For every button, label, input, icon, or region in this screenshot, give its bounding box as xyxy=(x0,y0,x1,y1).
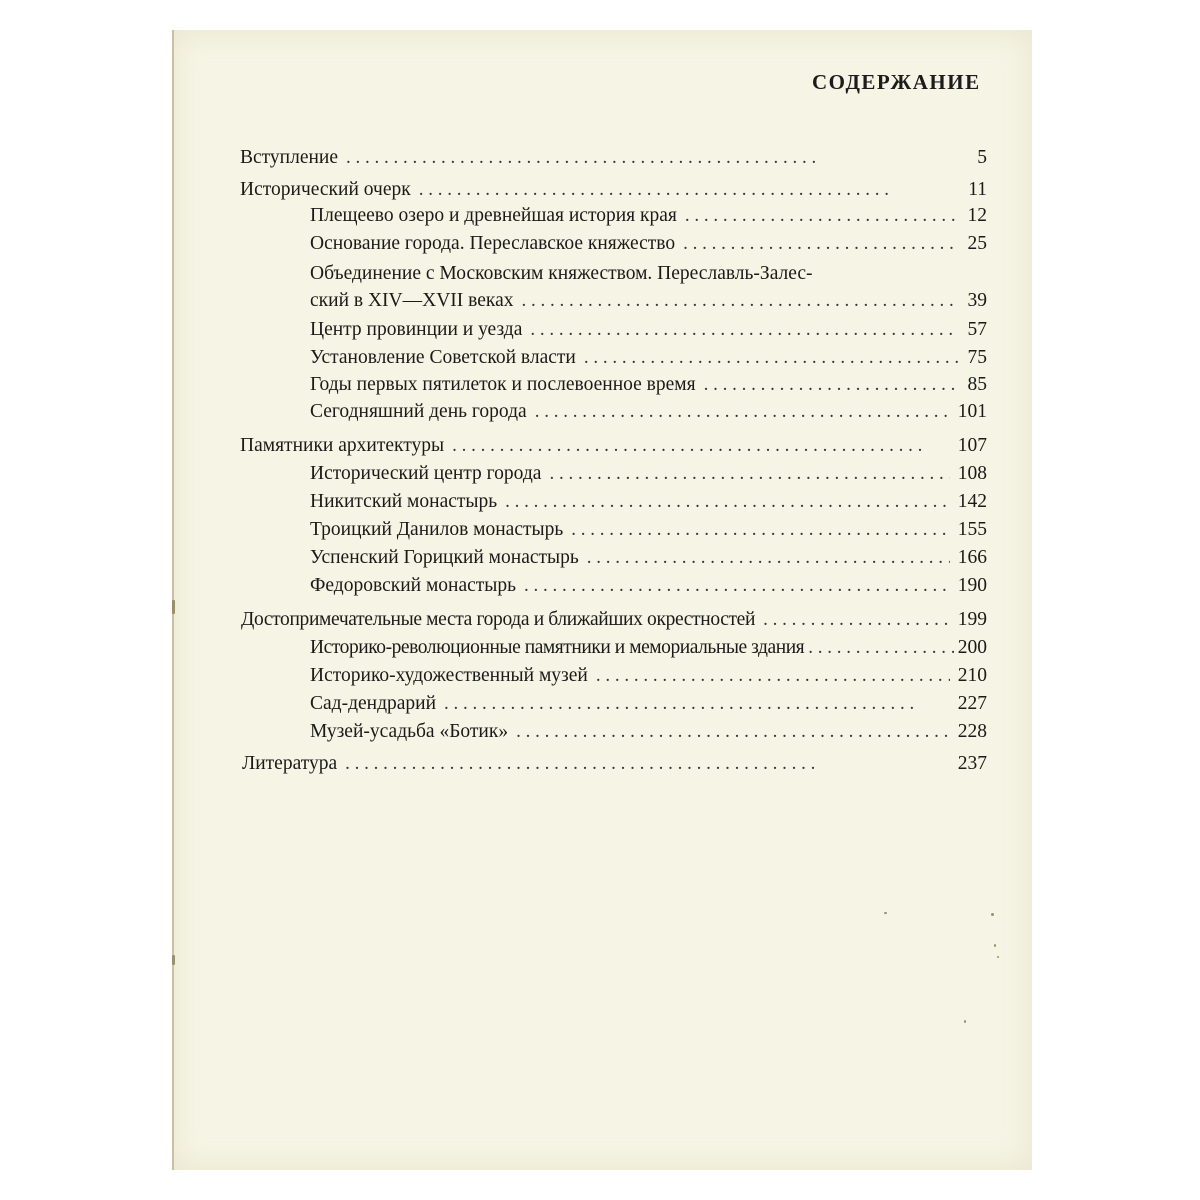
toc-entry-page: 107 xyxy=(957,435,987,456)
dot-leader xyxy=(419,178,959,202)
toc-entry xyxy=(310,373,987,397)
toc-entry-page: 142 xyxy=(957,491,987,512)
toc-entry xyxy=(240,146,987,170)
dot-leader xyxy=(535,400,950,424)
toc-entry-title: Сад-дендрарий xyxy=(310,693,437,714)
dot-leader xyxy=(587,546,950,570)
dot-leader xyxy=(704,373,959,397)
toc-entry-title: Музей-усадьба «Ботик» xyxy=(310,721,509,742)
dot-leader xyxy=(685,204,959,228)
toc-entry xyxy=(242,752,987,776)
toc-entry-page: 227 xyxy=(957,693,987,714)
paper-speck xyxy=(997,956,999,958)
toc-entry-page: 11 xyxy=(968,179,987,200)
paper-speck xyxy=(964,1020,966,1023)
toc-entry-page: 200 xyxy=(957,637,987,658)
toc-entry-title: Сегодняшний день города xyxy=(310,401,527,422)
toc-entry xyxy=(310,346,987,370)
toc-entry-page: 237 xyxy=(957,753,987,774)
toc-entry-title: Объединение с Московским княжеством. Переславль-Залес- xyxy=(310,263,813,284)
toc-entry xyxy=(310,546,987,570)
toc-entry-page: 166 xyxy=(957,547,987,568)
toc-entry-page: 75 xyxy=(967,347,987,368)
toc-entry xyxy=(310,289,987,313)
dot-leader xyxy=(584,346,959,370)
toc-entry-title: Установление Советской власти xyxy=(310,347,576,368)
toc-entry xyxy=(310,462,987,486)
toc-entry xyxy=(310,720,987,744)
dot-leader xyxy=(516,720,950,744)
dot-leader xyxy=(549,462,949,486)
toc-entry xyxy=(240,178,987,202)
toc-entry-page: 57 xyxy=(967,319,987,340)
paper-speck xyxy=(994,944,996,947)
toc-entry-page: 25 xyxy=(967,233,987,254)
toc-entry-title: Основание города. Переславское княжество xyxy=(310,233,676,254)
toc-entry xyxy=(240,434,987,458)
toc-entry-page: 101 xyxy=(957,401,987,422)
dot-leader xyxy=(346,146,959,170)
dot-leader xyxy=(444,692,950,716)
toc-entry-page: 39 xyxy=(967,290,987,311)
toc-entry xyxy=(310,574,987,598)
dot-leader xyxy=(530,318,959,342)
toc-entry-page: 85 xyxy=(967,374,987,395)
paper-speck xyxy=(172,955,175,965)
page-title: СОДЕРЖАНИЕ xyxy=(812,70,981,94)
toc-entry-page: 155 xyxy=(957,519,987,540)
toc-entry-page: 5 xyxy=(977,147,987,168)
toc-entry xyxy=(310,692,987,716)
toc-entry-title: ский в XIV—XVII веках xyxy=(310,290,514,311)
toc-entry-title: Историко-революционные памятники и мемориальные здания xyxy=(310,637,805,658)
toc-entry xyxy=(241,608,987,632)
paper-speck xyxy=(884,912,887,914)
toc-entry xyxy=(310,490,987,514)
toc-entry-title: Историко-художественный музей xyxy=(310,665,588,686)
dot-leader xyxy=(505,490,950,514)
toc-entry xyxy=(310,518,987,542)
toc-entry-title: Литература xyxy=(242,753,338,774)
toc-entry-page: 108 xyxy=(957,463,987,484)
paper-speck xyxy=(991,913,994,916)
paper-speck xyxy=(172,600,175,614)
toc-entry xyxy=(310,664,987,688)
dot-leader xyxy=(596,664,950,688)
toc-entry-page: 12 xyxy=(967,205,987,226)
toc-entry-title: Плещеево озеро и древнейшая история края xyxy=(310,205,677,226)
toc-entry xyxy=(310,232,987,256)
dot-leader xyxy=(808,636,954,660)
toc-entry-page: 190 xyxy=(957,575,987,596)
toc-entry xyxy=(310,400,987,424)
dot-leader xyxy=(345,752,950,776)
toc-entry-title: Федоровский монастырь xyxy=(310,575,517,596)
toc-entry xyxy=(310,204,987,228)
toc-entry-title: Годы первых пятилеток и послевоенное время xyxy=(310,374,696,395)
dot-leader xyxy=(524,574,950,598)
dot-leader xyxy=(683,232,959,256)
toc-entry-title: Вступление xyxy=(240,147,339,168)
toc-entry-title: Памятники архитектуры xyxy=(240,435,445,456)
toc-entry-title: Центр провинции и уезда xyxy=(310,319,523,340)
dot-leader xyxy=(521,289,959,313)
toc-entry-page: 228 xyxy=(957,721,987,742)
toc-entry-title: Исторический очерк xyxy=(240,179,411,200)
toc-entry-page: 199 xyxy=(957,609,987,630)
toc-entry-title: Исторический центр города xyxy=(310,463,542,484)
dot-leader xyxy=(571,518,949,542)
dot-leader xyxy=(763,608,950,632)
toc-entry xyxy=(310,318,987,342)
toc-entry-page: 210 xyxy=(957,665,987,686)
toc-entry-title: Успенский Горицкий монастырь xyxy=(310,547,579,568)
toc-entry-title: Достопримечательные места города и ближайших окрестностей xyxy=(241,609,756,630)
toc-entry-title: Никитский монастырь xyxy=(310,491,498,512)
toc-entry xyxy=(310,636,987,660)
dot-leader xyxy=(452,434,950,458)
toc-entry-title: Троицкий Данилов монастырь xyxy=(310,519,564,540)
